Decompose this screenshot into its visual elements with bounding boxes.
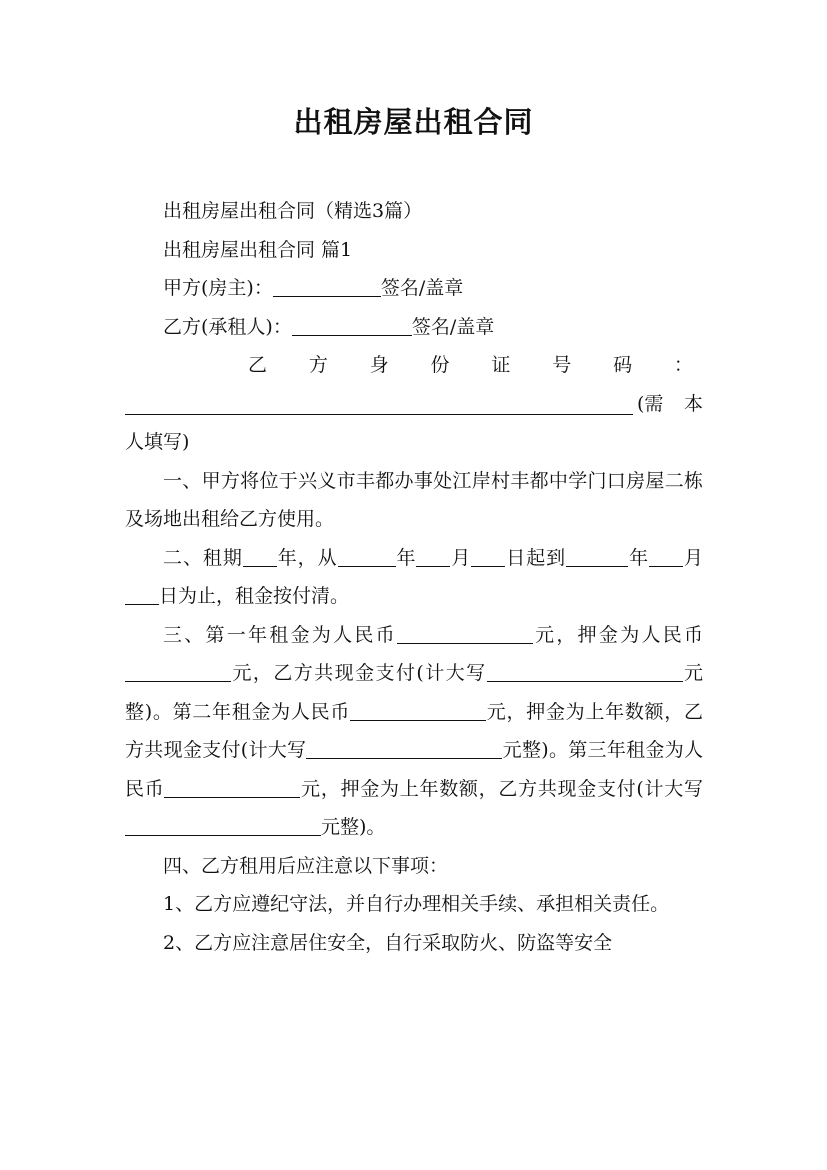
clause-2-text: 年，从 bbox=[276, 546, 338, 569]
clause-2-text: 年 bbox=[628, 546, 650, 569]
clause-3-text: 元整)。第二年租金为人民币 bbox=[125, 662, 703, 723]
clause-4-item-2: 2、乙方应注意居住安全，自行采取防火、防盗等安全 bbox=[163, 931, 613, 954]
end-year-blank[interactable] bbox=[566, 546, 628, 567]
start-month-blank[interactable] bbox=[416, 546, 450, 567]
clause-3-text: 元整)。第三年租金为人民币 bbox=[125, 739, 703, 800]
year1-total-blank[interactable] bbox=[487, 661, 683, 682]
party-a-line bbox=[125, 269, 703, 308]
id-note-end: 人填写) bbox=[125, 431, 190, 453]
subtitle-line: 出租房屋出租合同（精选3篇） bbox=[163, 200, 423, 222]
start-year-blank[interactable] bbox=[338, 546, 396, 567]
document-body bbox=[125, 192, 703, 962]
id-number-row bbox=[125, 385, 703, 424]
id-number-label bbox=[125, 346, 703, 385]
lease-years-blank[interactable] bbox=[243, 546, 277, 567]
year1-rent-blank[interactable] bbox=[397, 623, 533, 644]
party-b-label: 乙方(承租人)： bbox=[163, 315, 292, 338]
year2-total-blank[interactable] bbox=[306, 738, 502, 759]
part-heading: 出租房屋出租合同 篇1 bbox=[163, 238, 353, 261]
clause-2-text: 年 bbox=[395, 546, 417, 569]
id-note-part: (需 bbox=[637, 392, 664, 415]
party-b-blank[interactable] bbox=[292, 315, 412, 336]
id-char: 份 bbox=[430, 354, 450, 376]
clause-4-item-1: 1、乙方应遵纪守法，并自行办理相关手续、承担相关责任。 bbox=[163, 893, 670, 915]
clause-2-text: 月 bbox=[683, 546, 703, 569]
start-day-blank[interactable] bbox=[471, 546, 505, 567]
year3-rent-blank[interactable] bbox=[164, 777, 300, 798]
deposit-blank[interactable] bbox=[125, 661, 231, 682]
id-char: 乙 bbox=[248, 354, 268, 376]
end-month-blank[interactable] bbox=[649, 546, 683, 567]
clause-3-text: 元，押金为上年数额，乙方共现金支付(计大写 bbox=[300, 777, 703, 800]
party-b-sign: 签名/盖章 bbox=[411, 315, 495, 338]
clause-2 bbox=[125, 539, 703, 616]
clause-3-text: 元，押金为上年数额，乙方共现金支付(计大写 bbox=[125, 700, 703, 761]
clause-3-text: 元整)。 bbox=[321, 816, 386, 838]
id-char: 方 bbox=[308, 354, 328, 376]
id-char: ： bbox=[673, 354, 693, 376]
party-b-line bbox=[125, 308, 703, 347]
id-note-part: 本 bbox=[683, 392, 703, 415]
party-a-sign: 签名/盖章 bbox=[380, 277, 464, 299]
id-char: 身 bbox=[369, 354, 389, 376]
year3-total-blank[interactable] bbox=[125, 815, 321, 836]
clause-3 bbox=[125, 616, 703, 847]
id-char: 码 bbox=[613, 354, 633, 376]
clause-3-text: 元，乙方共现金支付(计大写 bbox=[231, 662, 487, 684]
clause-4: 四、乙方租用后应注意以下事项： bbox=[163, 854, 449, 877]
id-number-blank[interactable] bbox=[125, 388, 633, 415]
id-note bbox=[637, 385, 703, 424]
id-char: 证 bbox=[491, 354, 511, 376]
clause-3-text: 三、第一年租金为人民币 bbox=[163, 623, 397, 646]
clause-1: 一、甲方将位于兴义市丰都办事处江岸村丰都中学门口房屋二栋及场地出租给乙方使用。 bbox=[125, 469, 703, 530]
clause-3-text: 元，押金为人民币 bbox=[532, 623, 703, 646]
party-a-blank[interactable] bbox=[273, 276, 381, 297]
clause-2-text: 二、租期 bbox=[163, 546, 243, 569]
party-a-label: 甲方(房主)： bbox=[163, 277, 273, 299]
clause-2-text: 日起到 bbox=[505, 546, 567, 569]
year2-rent-blank[interactable] bbox=[350, 700, 486, 721]
document-title: 出租房屋出租合同 bbox=[293, 105, 534, 139]
end-day-blank[interactable] bbox=[125, 584, 159, 605]
clause-2-text: 月 bbox=[450, 546, 472, 569]
clause-2-text: 日为止，租金按付清。 bbox=[159, 585, 350, 607]
id-char: 号 bbox=[552, 354, 572, 376]
